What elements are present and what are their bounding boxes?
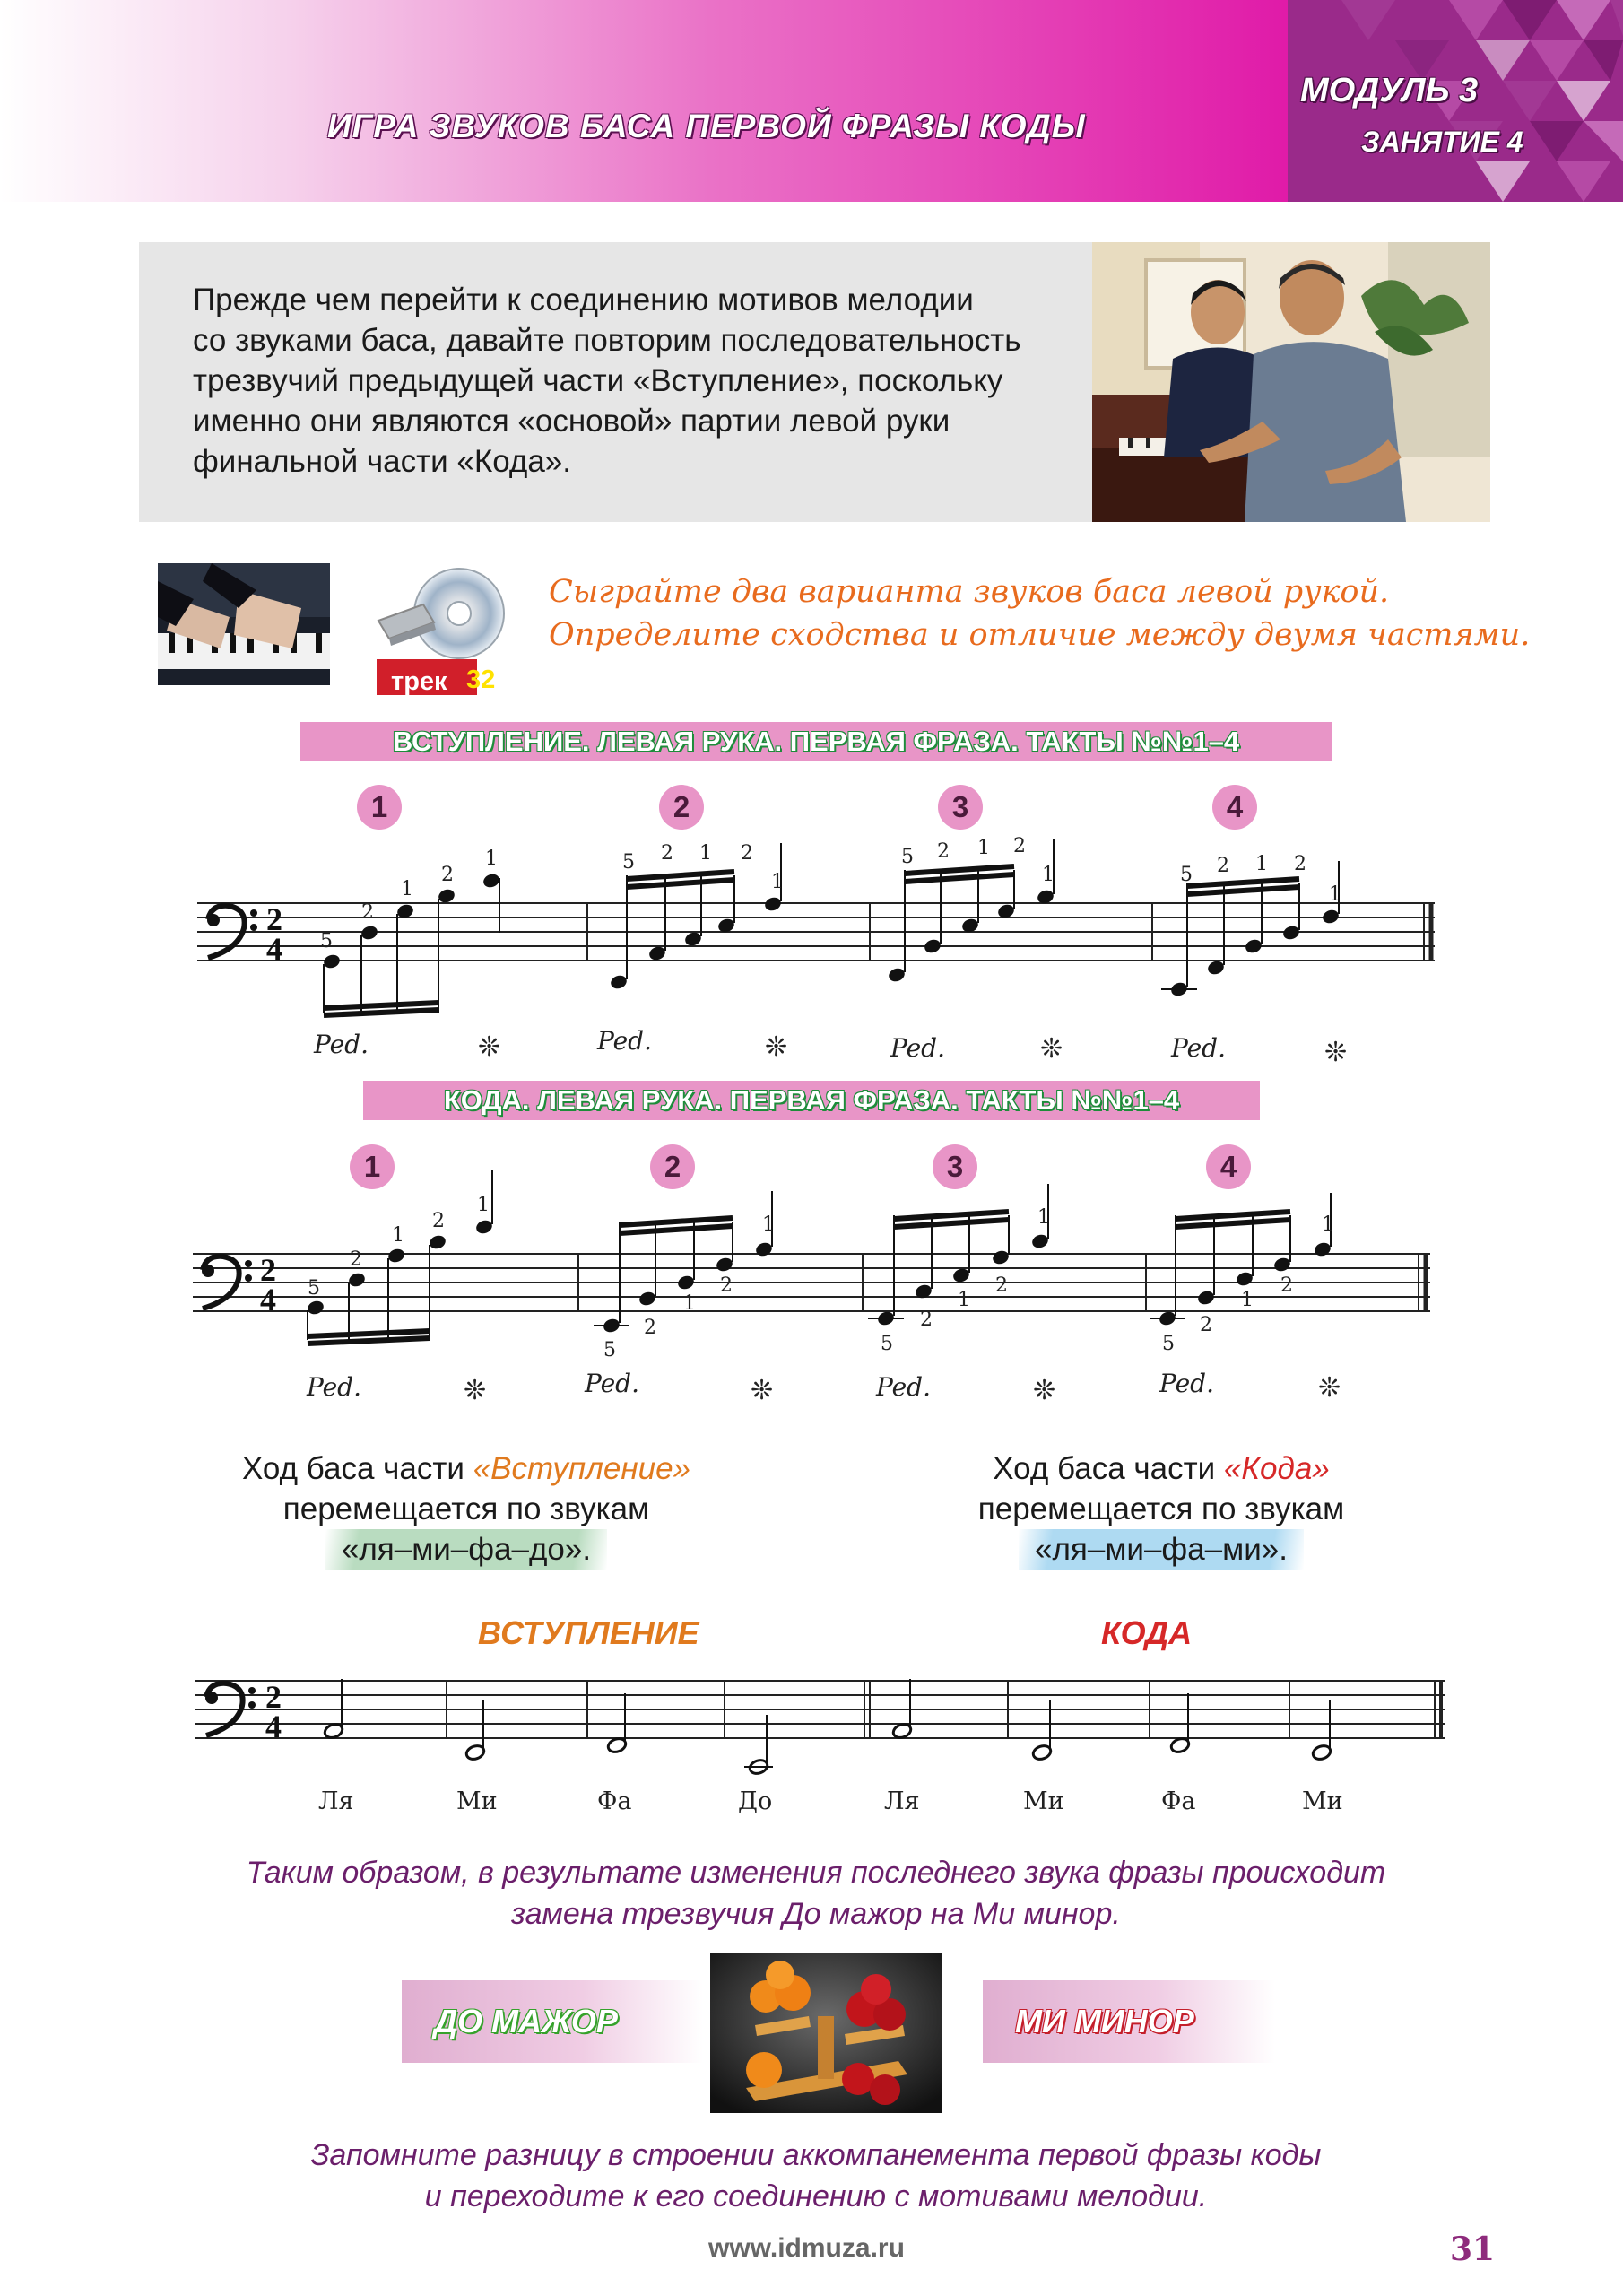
svg-text:1: 1 (683, 1292, 696, 1315)
svg-text:2: 2 (661, 842, 673, 865)
svg-text:2: 2 (350, 1248, 362, 1271)
note-name: Ми (456, 1787, 498, 1815)
page-number: 31 (1450, 2231, 1496, 2268)
svg-text:1: 1 (1042, 864, 1055, 886)
svg-text:1: 1 (477, 1194, 490, 1216)
svg-text:2: 2 (741, 842, 753, 865)
intro-line: трезвучий предыдущей части «Вступление», поскольку (193, 363, 1003, 398)
measure-number: 3 (933, 1144, 977, 1189)
measure-number: 1 (357, 785, 402, 830)
comparison-text: перемещается по звукам (977, 1492, 1345, 1526)
pedal-release-mark: ❊ (1318, 1373, 1341, 1403)
svg-text:5: 5 (320, 930, 333, 952)
svg-text:2: 2 (1280, 1274, 1293, 1297)
pedal-release-mark: ❊ (765, 1032, 788, 1062)
conclusion-line: Таким образом, в результате изменения последнего звука фразы происходит (246, 1856, 1386, 1890)
svg-text:2: 2 (644, 1317, 656, 1339)
svg-text:2: 2 (1217, 855, 1229, 877)
pedal-mark: Ped. (307, 1372, 361, 1402)
svg-text:2: 2 (432, 1210, 445, 1232)
svg-text:5: 5 (308, 1277, 320, 1300)
part-name: «Вступление» (473, 1451, 691, 1486)
instruction-line: Сыграйте два варианта звуков баса левой рукой. (549, 574, 1390, 610)
svg-text:1: 1 (699, 842, 712, 865)
e-minor-label: МИ МИНОР (983, 1980, 1275, 2063)
svg-text:1: 1 (958, 1289, 970, 1311)
svg-text:1: 1 (1241, 1289, 1254, 1311)
pedal-release-mark: ❊ (1033, 1376, 1056, 1405)
remember-text (143, 2135, 1488, 2217)
note-sequence-badge: «ля–ми–фа–до». (325, 1529, 607, 1570)
pedal-mark: Ped. (314, 1030, 369, 1059)
svg-text:1: 1 (977, 837, 990, 859)
svg-text:2: 2 (920, 1309, 933, 1331)
time-signature-bottom: 4 (260, 1282, 276, 1318)
svg-text:1: 1 (1322, 1213, 1334, 1236)
comparison-text: Ход баса части (993, 1451, 1224, 1486)
svg-text:1: 1 (1037, 1206, 1050, 1229)
measure-number: 2 (650, 1144, 695, 1189)
page-title: ИГРА ЗВУКОВ БАСА ПЕРВОЙ ФРАЗЫ КОДЫ (327, 108, 1086, 144)
pedal-release-mark: ❊ (1324, 1038, 1348, 1067)
svg-text:1: 1 (392, 1224, 404, 1247)
svg-text:5: 5 (603, 1339, 616, 1361)
footer-url[interactable]: www.idmuza.ru (708, 2233, 905, 2263)
svg-text:2: 2 (937, 840, 950, 863)
instruction-line: Определите сходства и отличие между двумя частями. (549, 617, 1531, 653)
intro-left-hand-banner: ВСТУПЛЕНИЕ. ЛЕВАЯ РУКА. ПЕРВАЯ ФРАЗА. ТАКТЫ №№1–4 (300, 722, 1332, 761)
note-name: Фа (1161, 1787, 1196, 1815)
svg-text:1: 1 (1255, 853, 1268, 875)
svg-text:1: 1 (485, 848, 498, 870)
measure-number: 4 (1206, 1144, 1251, 1189)
svg-text:1: 1 (401, 878, 413, 900)
intro-line: со звуками баса, давайте повторим последовательность (193, 323, 1021, 358)
part-name: «Кода» (1223, 1451, 1330, 1486)
remember-line: Запомните разницу в строении аккомпанемента первой фразы коды (310, 2138, 1322, 2172)
coda-left-hand-banner: КОДА. ЛЕВАЯ РУКА. ПЕРВАЯ ФРАЗА. ТАКТЫ №№1–4 (363, 1081, 1260, 1120)
module-label: МОДУЛЬ 3 (1300, 72, 1479, 109)
note-name: До (738, 1787, 773, 1815)
pedal-release-mark: ❊ (478, 1032, 501, 1062)
measure-number: 2 (659, 785, 704, 830)
note-name: Ля (318, 1787, 354, 1815)
intro-line: именно они являются «основой» партии левой руки (193, 404, 950, 439)
pedal-mark: Ped. (1159, 1369, 1214, 1398)
time-signature-top: 2 (260, 1252, 276, 1288)
svg-text:1: 1 (1329, 883, 1341, 906)
pedal-release-mark: ❊ (751, 1376, 774, 1405)
svg-text:2: 2 (441, 864, 454, 886)
pedal-release-mark: ❊ (1040, 1034, 1063, 1064)
time-signature-top: 2 (266, 901, 282, 937)
svg-text:5: 5 (1162, 1333, 1175, 1355)
note-name: Фа (597, 1787, 632, 1815)
svg-text:2: 2 (361, 901, 374, 924)
time-signature-bottom: 4 (265, 1709, 282, 1744)
note-name: Ми (1302, 1787, 1343, 1815)
remember-line: и переходите к его соединению с мотивами мелодии. (424, 2179, 1208, 2213)
c-major-label: ДО МАЖОР (402, 1980, 703, 2063)
svg-text:5: 5 (1180, 864, 1193, 886)
note-name: Ми (1023, 1787, 1064, 1815)
svg-text:5: 5 (622, 851, 635, 874)
intro-heading: ВСТУПЛЕНИЕ (478, 1614, 699, 1651)
comparison-text: Ход баса части (241, 1451, 473, 1486)
conclusion-text (143, 1852, 1488, 1935)
intro-line: Прежде чем перейти к соединению мотивов мелодии (193, 283, 974, 317)
note-sequence-badge: «ля–ми–фа–ми». (1019, 1529, 1304, 1570)
time-signature-bottom: 4 (266, 931, 282, 967)
measure-number: 1 (350, 1144, 395, 1189)
track-label: трек (391, 667, 447, 696)
coda-heading: КОДА (1101, 1614, 1193, 1651)
note-name: Ля (884, 1787, 920, 1815)
svg-text:2: 2 (1294, 853, 1306, 875)
svg-text:2: 2 (1200, 1314, 1212, 1336)
pedal-mark: Ped. (1171, 1033, 1226, 1063)
svg-text:2: 2 (995, 1274, 1008, 1297)
svg-text:2: 2 (720, 1274, 733, 1297)
svg-text:5: 5 (881, 1333, 893, 1355)
svg-text:1: 1 (762, 1213, 775, 1236)
pedal-mark: Ped. (876, 1372, 931, 1402)
pedal-mark: Ped. (890, 1033, 945, 1063)
measure-number: 3 (938, 785, 983, 830)
svg-text:2: 2 (1013, 835, 1026, 857)
time-signature-top: 2 (265, 1679, 282, 1715)
lesson-label: ЗАНЯТИЕ 4 (1361, 126, 1523, 158)
pedal-mark: Ped. (585, 1369, 639, 1398)
intro-line: финальной части «Кода». (193, 444, 571, 479)
fruit-scale-photo (710, 1953, 942, 2113)
svg-text:1: 1 (771, 871, 784, 893)
track-number: 32 (466, 665, 496, 694)
svg-text:5: 5 (901, 846, 914, 868)
pedal-mark: Ped. (597, 1026, 652, 1056)
measure-number: 4 (1212, 785, 1257, 830)
conclusion-line: замена трезвучия До мажор на Ми минор. (511, 1897, 1121, 1931)
comparison-text: перемещается по звукам (282, 1492, 650, 1526)
pedal-release-mark: ❊ (464, 1376, 487, 1405)
